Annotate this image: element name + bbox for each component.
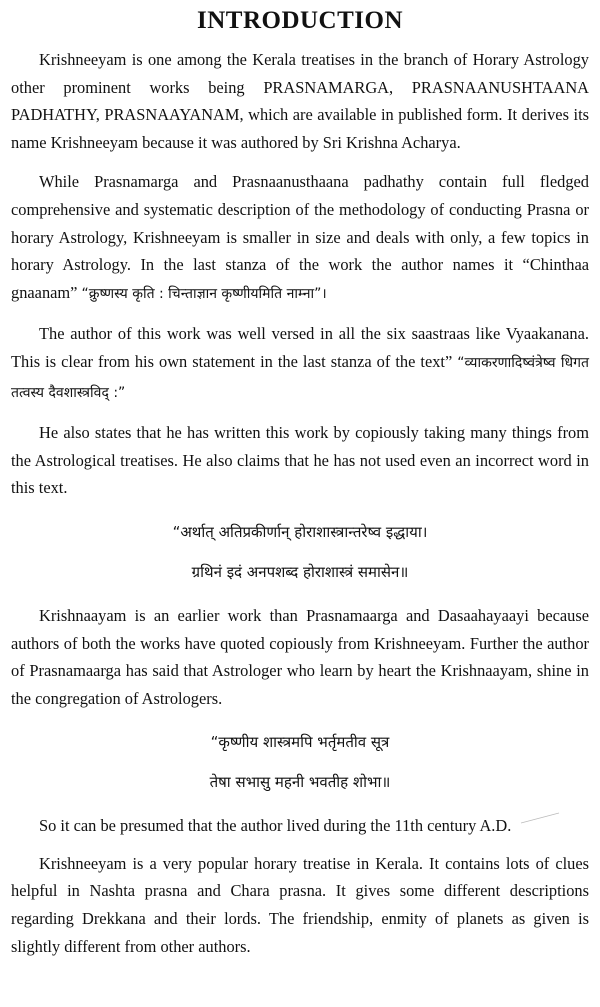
verse-block-1 — [11, 512, 589, 592]
paragraph-intro: Krishneeyam is one among the Kerala treatises in the branch of Horary Astrology other prominent works being PRASNAMARGA, PRASNAANUSHTAANA PADHATHY, PRASNAAYANAM, which are available in published form. It derives its name Krishneeyam because it was authored by Sri Krishna Acharya. — [11, 50, 589, 152]
pencil-mark-decoration — [520, 812, 560, 824]
paragraph-dating: So it can be presumed that the author lived during the 11th century A.D. — [39, 816, 512, 836]
verse-1-line-2: ग्रथिनं इदं अनपशब्द होराशास्त्रं समासेन॥ — [191, 562, 409, 581]
page-title: INTRODUCTION — [196, 7, 404, 34]
paragraph-sources: He also states that he has written this work by copiously taking many things from the Astrological treatises. He also claims that he has not used even an incorrect word in this text. — [11, 423, 589, 498]
paragraph-author-learning — [11, 320, 589, 407]
paragraph-comparison-text: While Prasnamarga and Prasnaanusthaana padhathy contain full fledged comprehensive and systematic description of the methodology of conducting Prasna or horary Astrology, Krishneeyam is smaller in size and deals with only, a few topics in horary Astrology. In the last stanza of the work the author names it “Chinthaa gnaanam” — [11, 172, 589, 302]
verse-1-line-1: “अर्थात् अतिप्रकीर्णान् होराशास्त्रान्तरेष्व इद्धाया। — [172, 522, 428, 541]
verse-2-line-2: तेषा सभासु महनी भवतीह शोभा॥ — [209, 773, 391, 792]
verse-block-2 — [11, 722, 589, 802]
paragraph-author-learning-text: The author of this work was well versed in all the six saastraas like Vyaakanana. This is clear from his own statement in the last stanza of the text” — [11, 324, 589, 371]
paragraph-popularity: Krishneeyam is a very popular horary treatise in Kerala. It contains lots of clues helpful in Nashta prasna and Chara prasna. It gives some different descriptions regarding Drekkana and their lords. The friendship, enmity of planets as given is slightly different from other authors. — [11, 853, 589, 956]
paragraph-comparison — [11, 168, 589, 308]
sanskrit-quote-chinthaa-gnaanam: “क्रुष्णस्य कृति : चिन्ताज्ञान कृष्णीयमिति नाम्ना”। — [81, 285, 327, 302]
paragraph-chronology: Krishnaayam is an earlier work than Prasnamaarga and Dasaahayaayi because authors of both the works have quoted copiously from Krishneeyam. Further the author of Prasnamaarga has said that Astrologer who learn by heart the Krishnaayam, shine in the congregation of Astrologers. — [11, 605, 589, 708]
verse-2-line-1: “कृष्णीय शास्त्रमपि भर्तृमतीव सूत्र — [210, 733, 390, 752]
sanskrit-quote-vyakarana: “व्याकरणादिष्वंत्रेष्व धिगत तत्वस्य दैवशास्त्रविद् :” — [11, 354, 589, 401]
